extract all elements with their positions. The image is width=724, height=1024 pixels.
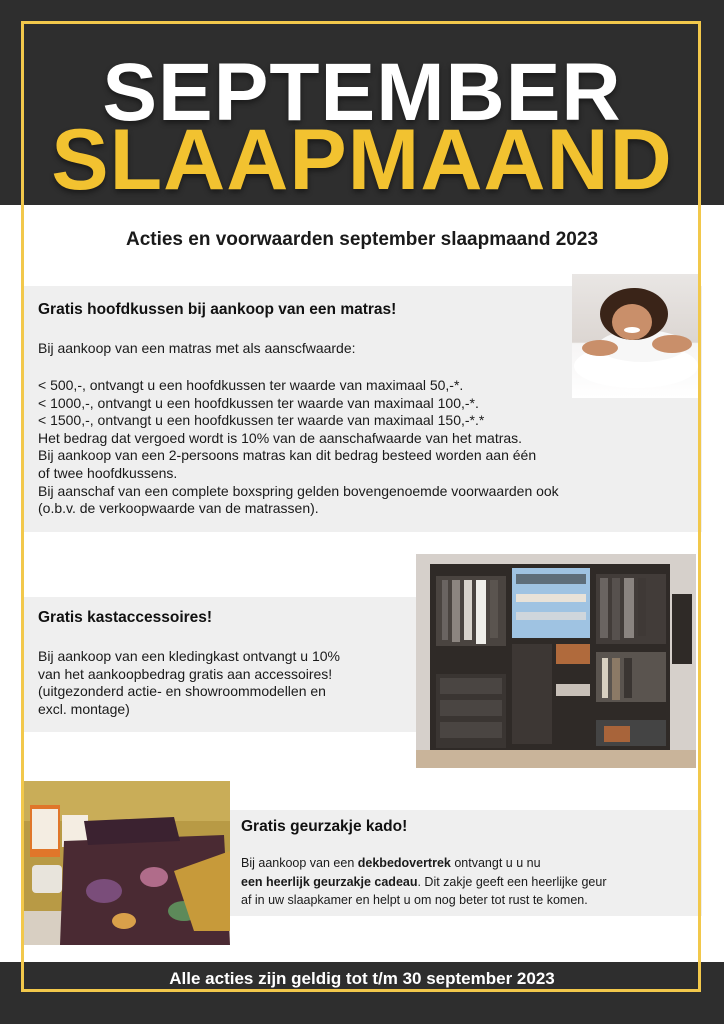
- wardrobe-photo: [416, 554, 696, 768]
- title-slaapmaand: SLAAPMAAND: [51, 112, 673, 208]
- condition-line: (o.b.v. de verkoopwaarde van de matrassen).: [38, 500, 319, 517]
- condition-line: of twee hoofdkussens.: [38, 464, 178, 481]
- condition-line: Het bedrag dat vergoed wordt is 10% van de aanschafwaarde van het matras.: [38, 429, 523, 446]
- pillow-intro: Bij aankoop van een matras met als aanscfwaarde:: [38, 340, 356, 356]
- page-subtitle: Acties en voorwaarden september slaapmaand 2023: [125, 229, 599, 250]
- scent-text-part: Bij aankoop van een: [241, 856, 358, 870]
- condition-line: < 1000,-, ontvangt u een hoofdkussen ter waarde van maximaal 100,-*.: [38, 394, 479, 411]
- scent-bold-duvet: dekbedovertrek: [357, 856, 451, 870]
- scent-line-3: af in uw slaapkamer en helpt u om nog beter tot rust te komen.: [241, 893, 588, 907]
- wardrobe-heading: Gratis kastaccessoires!: [38, 609, 213, 626]
- wardrobe-line: (uitgezonderd actie- en showroommodellen en: [38, 683, 326, 700]
- footer-validity-text: Alle acties zijn geldig tot t/m 30 september 2023: [169, 969, 555, 988]
- scent-line-1: [241, 854, 691, 873]
- title-september: SEPTEMBER: [102, 47, 622, 138]
- condition-line: < 1500,-, ontvangt u een hoofdkussen ter waarde van maximaal 150,-*.*: [38, 412, 485, 429]
- wardrobe-line: Bij aankoop van een kledingkast ontvangt u 10%: [38, 648, 340, 664]
- scent-heading: Gratis geurzakje kado!: [241, 818, 408, 835]
- wardrobe-text: [38, 648, 413, 718]
- scent-text: [241, 854, 691, 910]
- scent-text-part: . Dit zakje geeft een heerlijke geur: [417, 874, 607, 889]
- scent-bold-gift: een heerlijk geurzakje cadeau: [241, 874, 418, 889]
- condition-line: Bij aankoop van een 2-persoons matras kan dit bedrag besteed worden aan één: [38, 447, 537, 464]
- condition-line: Bij aanschaf van een complete boxspring gelden bovengenoemde voorwaarden ook: [38, 482, 559, 499]
- wardrobe-line: excl. montage): [38, 700, 130, 717]
- scent-text-part: ontvangt u u nu: [450, 856, 541, 870]
- bedding-photo: [24, 781, 230, 945]
- scent-line-2: [241, 873, 691, 892]
- pillow-heading: Gratis hoofdkussen bij aankoop van een matras!: [38, 301, 397, 318]
- condition-line: < 500,-, ontvangt u een hoofdkussen ter waarde van maximaal 50,-*.: [38, 377, 464, 393]
- pillow-conditions: [38, 377, 688, 518]
- wardrobe-line: van het aankoopbedrag gratis aan accessoires!: [38, 665, 333, 682]
